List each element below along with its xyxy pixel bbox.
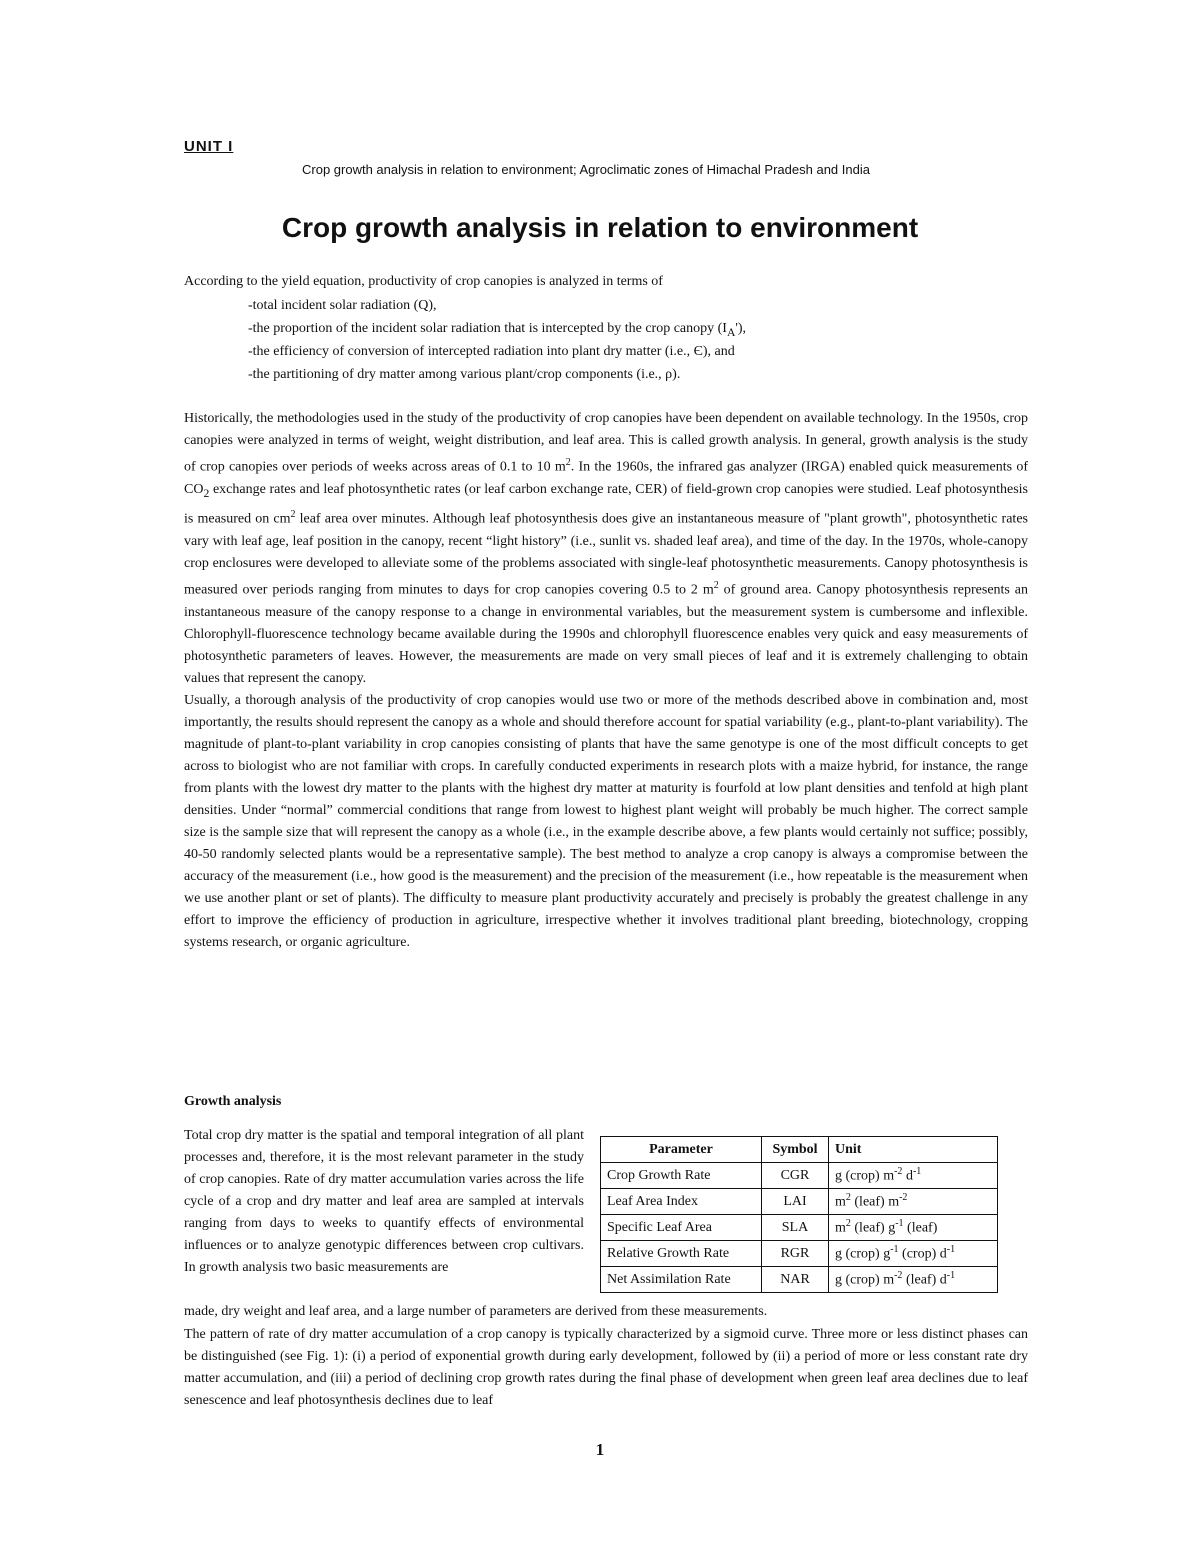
unit-text: g (crop) g	[835, 1246, 891, 1262]
text-run: exchange rates and leaf photosynthetic rates (or leaf carbon exchange rate, CER) of field-grown crop canopies were studied. Leaf photosynthesis is measured on cm	[184, 481, 1028, 528]
table-row	[601, 1267, 998, 1293]
growth-paragraph-continued: made, dry weight and leaf area, and a large number of parameters are derived from these measurements.	[184, 1304, 768, 1319]
intro-text: According to the yield equation, productivity of crop canopies is analyzed in terms of	[184, 274, 663, 289]
column-header: Unit	[829, 1137, 998, 1163]
parameter-cell: Net Assimilation Rate	[601, 1267, 762, 1293]
superscript: 2	[290, 509, 296, 521]
superscript: -1	[946, 1270, 956, 1282]
growth-paragraph: Total crop dry matter is the spatial and temporal integration of all plant processes and, therefore, it is the most relevant parameter in the study of crop canopies. Rate of dry matter accumulation varies across the life cycle of a crop and dry matter and leaf area are sampled at intervals ranging from days to weeks to quantify effects of environmental influences or to analyze genotypic differences between crop cultivars. In growth analysis two basic measurements are	[184, 1128, 584, 1275]
table-row	[601, 1163, 998, 1189]
unit-cell	[829, 1163, 998, 1189]
parameter-cell: Leaf Area Index	[601, 1189, 762, 1215]
document-subtitle: Crop growth analysis in relation to environment; Agroclimatic zones of Himachal Pradesh and India	[302, 162, 870, 177]
bullet-item: -the efficiency of conversion of intercepted radiation into plant dry matter (i.e., Є), and	[248, 344, 735, 359]
superscript: -1	[912, 1166, 922, 1178]
text-run: leaf area over minutes. Although leaf photosynthesis does give an instantaneous measure of "plant growth", photosynthetic rates vary with leaf age, leaf position in the canopy, recent “light history” (i.e., sunlit vs. shaded leaf area), and time of the day. In the 1970s, whole-canopy crop enclosures were developed to alleviate some of the problems associated with single-leaf photosynthetic measurements. Canopy photosynthesis is measured over periods ranging from minutes to days for crop canopies covering 0.5 to 2 m	[184, 512, 1028, 598]
unit-text: (leaf) g	[850, 1220, 896, 1236]
superscript: -2	[899, 1192, 908, 1204]
superscript: 2	[845, 1192, 851, 1204]
subscript: A	[726, 325, 736, 339]
text-run: . In the 1960s, the infrared gas analyzer (IRGA) enabled quick measurements of CO	[184, 459, 1028, 497]
superscript: -1	[895, 1218, 904, 1230]
parameter-cell: Specific Leaf Area	[601, 1215, 762, 1241]
bullet-text-end: '),	[735, 321, 747, 336]
unit-text: g (crop) m	[835, 1168, 895, 1184]
text-run: of ground area. Canopy photosynthesis represents an instantaneous measure of the canopy response to a change in environmental variables, but the measurement system is cumbersome and inflexible. Chlorophyll-fluorescence technology became available during the 1990s and chlorophyll fluorescence enables very quick and easy measurements of photosynthetic parameters of leaves. However, the measurements are made on very small pieces of leaf and it is extremely challenging to obtain values that represent the canopy.	[184, 582, 1028, 686]
parameter-table	[600, 1136, 998, 1293]
table-row	[601, 1215, 998, 1241]
unit-text: m	[835, 1194, 846, 1210]
bullet-item	[248, 321, 746, 339]
history-paragraph	[184, 408, 1028, 690]
unit-cell	[829, 1241, 998, 1267]
bullet-text: -the proportion of the incident solar radiation that is intercepted by the crop canopy (I	[248, 321, 727, 336]
symbol-cell: SLA	[762, 1215, 829, 1241]
unit-text: d	[902, 1168, 913, 1184]
column-header: Parameter	[601, 1137, 762, 1163]
unit-cell	[829, 1189, 998, 1215]
section-heading: Growth analysis	[184, 1094, 282, 1109]
unit-text: (crop) d	[898, 1246, 947, 1262]
symbol-cell: RGR	[762, 1241, 829, 1267]
superscript: 2	[565, 457, 571, 468]
unit-text: (leaf)	[903, 1220, 938, 1236]
superscript: 2	[845, 1218, 851, 1230]
subscript: 2	[203, 486, 210, 500]
table-header-row	[601, 1137, 998, 1163]
table-row	[601, 1241, 998, 1267]
bullet-item: -total incident solar radiation (Q),	[248, 298, 437, 313]
pattern-paragraph: The pattern of rate of dry matter accumulation of a crop canopy is typically characterized by a sigmoid curve. Three more or less distinct phases can be distinguished (see Fig. 1): (i) a period of exponential growth during early development, followed by (ii) a period of more or less constant rate dry matter accumulation, and (iii) a period of declining crop growth rates during the final phase of development when green leaf area declines due to leaf senescence and leaf photosynthesis declines due to leaf	[184, 1327, 1028, 1408]
superscript: -2	[894, 1166, 903, 1178]
page-title: Crop growth analysis in relation to environment	[281, 212, 919, 243]
parameter-cell: Relative Growth Rate	[601, 1241, 762, 1267]
unit-text: g (crop) m	[835, 1272, 895, 1288]
variability-paragraph: Usually, a thorough analysis of the productivity of crop canopies would use two or more of the methods described above in combination and, most importantly, the results should represent the canopy as a whole and should therefore account for spatial variability (e.g., plant-to-plant variability). The magnitude of plant-to-plant variability in crop canopies consisting of plants that have the same genotype is one of the most difficult concepts to get across to biologist who are not familiar with crops. In carefully conducted experiments in research plots with a maize hybrid, for instance, the range from plants with the lowest dry matter to the plants with the highest dry matter at maturity is fourfold at low plant densities and tenfold at high plant densities. Under “normal” commercial conditions that range from lowest to highest plant weight will probably be much higher. The correct sample size is the sample size that will represent the canopy as a whole (i.e., in the example describe above, a few plants would certainly not suffice; possibly, 40-50 randomly selected plants would be a representative sample). The best method to analyze a crop canopy is always a compromise between the accuracy of the measurement (i.e., how good is the measurement) and the precision of the measurement (i.e., how repeatable is the measurement when we use another plant or set of plants). The difficulty to measure plant productivity accurately and precisely is probably the greatest challenge in any effort to improve the efficiency of production in agriculture, irrespective whether it involves traditional plant breeding, biotechnology, cropping systems research, or organic agriculture.	[184, 692, 1028, 950]
unit-heading: UNIT I	[184, 138, 234, 155]
superscript: -1	[890, 1244, 899, 1256]
history-section	[184, 408, 1028, 954]
symbol-cell: CGR	[762, 1163, 829, 1189]
unit-text: (leaf) m	[850, 1194, 900, 1210]
symbol-cell: LAI	[762, 1189, 829, 1215]
symbol-cell: NAR	[762, 1267, 829, 1293]
unit-cell	[829, 1267, 998, 1293]
superscript: 2	[713, 580, 719, 592]
unit-text: (leaf) d	[902, 1272, 947, 1288]
table-row	[601, 1189, 998, 1215]
bullet-item: -the partitioning of dry matter among various plant/crop components (i.e., ρ).	[248, 367, 681, 382]
column-header: Symbol	[762, 1137, 829, 1163]
superscript: -2	[894, 1270, 903, 1282]
unit-cell	[829, 1215, 998, 1241]
parameter-cell: Crop Growth Rate	[601, 1163, 762, 1189]
text-run: Historically, the methodologies used in the study of the productivity of crop canopies have been dependent on available technology. In the 1950s, crop canopies were analyzed in terms of weight, weight distribution, and leaf area. This is called growth analysis. In general, growth analysis is the study of crop canopies over periods of weeks across areas of 0.1 to 10 m	[184, 411, 1028, 475]
unit-text: m	[835, 1220, 846, 1236]
page-number: 1	[595, 1440, 605, 1459]
superscript: -1	[946, 1244, 956, 1256]
